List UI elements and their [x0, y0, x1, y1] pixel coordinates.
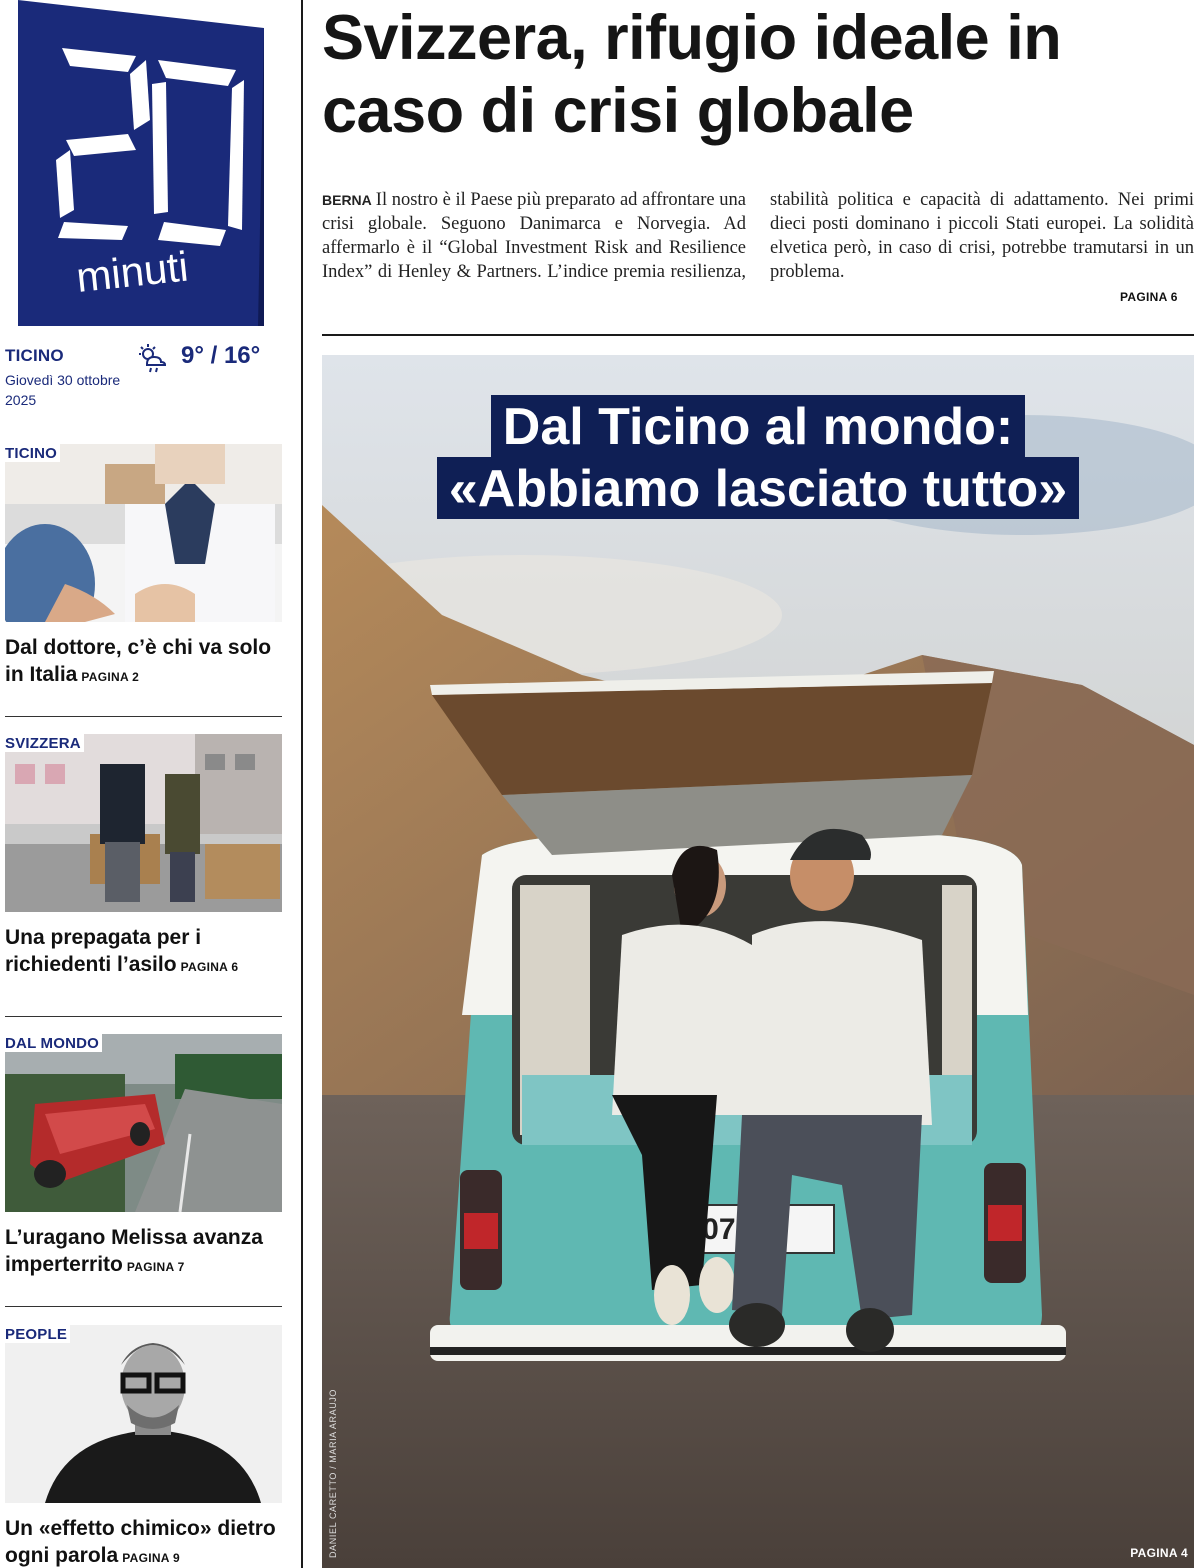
top-story-lead	[322, 188, 1194, 284]
cover-headline-line1: Dal Ticino al mondo:	[491, 395, 1025, 457]
teaser-title-text: L’uragano Melissa avanza imperterrito	[5, 1226, 263, 1276]
page-ref: PAGINA 2	[81, 670, 140, 684]
divider	[5, 1016, 282, 1017]
column-divider	[301, 0, 303, 1568]
teaser-title	[5, 924, 287, 981]
cover-headline-line2: «Abbiamo lasciato tutto»	[437, 457, 1079, 519]
temperature: 9° / 16°	[181, 342, 261, 369]
license-plate: 07	[702, 1213, 736, 1246]
teaser-photo-asylum	[5, 734, 282, 912]
page-ref: PAGINA 7	[126, 1260, 185, 1274]
page-ref: PAGINA 9	[122, 1551, 180, 1565]
left-column	[0, 0, 290, 1568]
teaser-title-text: Un «effetto chimico» dietro ogni parola	[5, 1517, 276, 1567]
divider	[322, 334, 1194, 336]
sun-cloud-rain-icon	[137, 344, 167, 374]
section-tag: PEOPLE	[5, 1325, 70, 1343]
top-story-headline[interactable]: Svizzera, rifugio ideale in caso di crisi globale	[322, 3, 1062, 146]
dateline: BERNA	[322, 192, 372, 208]
photo-credit: DANIEL CARETTO / MARIA ARAUJO	[328, 1389, 338, 1558]
section-tag: TICINO	[5, 444, 60, 462]
teaser-photo-portrait	[5, 1325, 282, 1503]
teaser-photo-hurricane	[5, 1034, 282, 1212]
page-ref: PAGINA 4	[1130, 1546, 1188, 1560]
teaser-title-text: Dal dottore, c’è chi va solo in Italia	[5, 636, 272, 686]
page-ref: PAGINA 6	[1120, 290, 1178, 304]
lead-text: Il nostro è il Paese più preparato ad affrontare una crisi globale. Seguono Danimarca e Norvegia. Ad affermarlo è il “Global Investment Risk and Resilience Index” di Henley & Partners. L’indice premia resilienza, stabilità politica e capacità di adattamento. Nei primi dieci posti dominano i piccoli Stati europei. La solidità elvetica però, in caso di crisi, potrebbe tramutarsi in un problema.	[322, 190, 1194, 282]
teaser-title-text: Una prepagata per i richiedenti l’asilo	[5, 926, 202, 976]
cover-photo-van	[322, 355, 1194, 1568]
cover-story[interactable]	[322, 355, 1194, 1568]
logo-text: minuti	[74, 242, 191, 301]
cover-headline	[322, 395, 1194, 519]
divider	[5, 1306, 282, 1307]
date-weather-bar	[5, 344, 290, 414]
teaser-photo-doctor	[5, 444, 282, 622]
section-tag: SVIZZERA	[5, 734, 84, 752]
teaser-title	[5, 1515, 287, 1568]
section-tag: DAL MONDO	[5, 1034, 102, 1052]
teaser-title	[5, 634, 287, 691]
logo-20-minuti[interactable]	[18, 0, 264, 326]
page-ref: PAGINA 6	[180, 960, 239, 974]
divider	[5, 716, 282, 717]
issue-date: Giovedì 30 ottobre 2025	[5, 372, 121, 408]
teaser-title	[5, 1224, 287, 1281]
region-label: TICINO	[5, 346, 64, 365]
